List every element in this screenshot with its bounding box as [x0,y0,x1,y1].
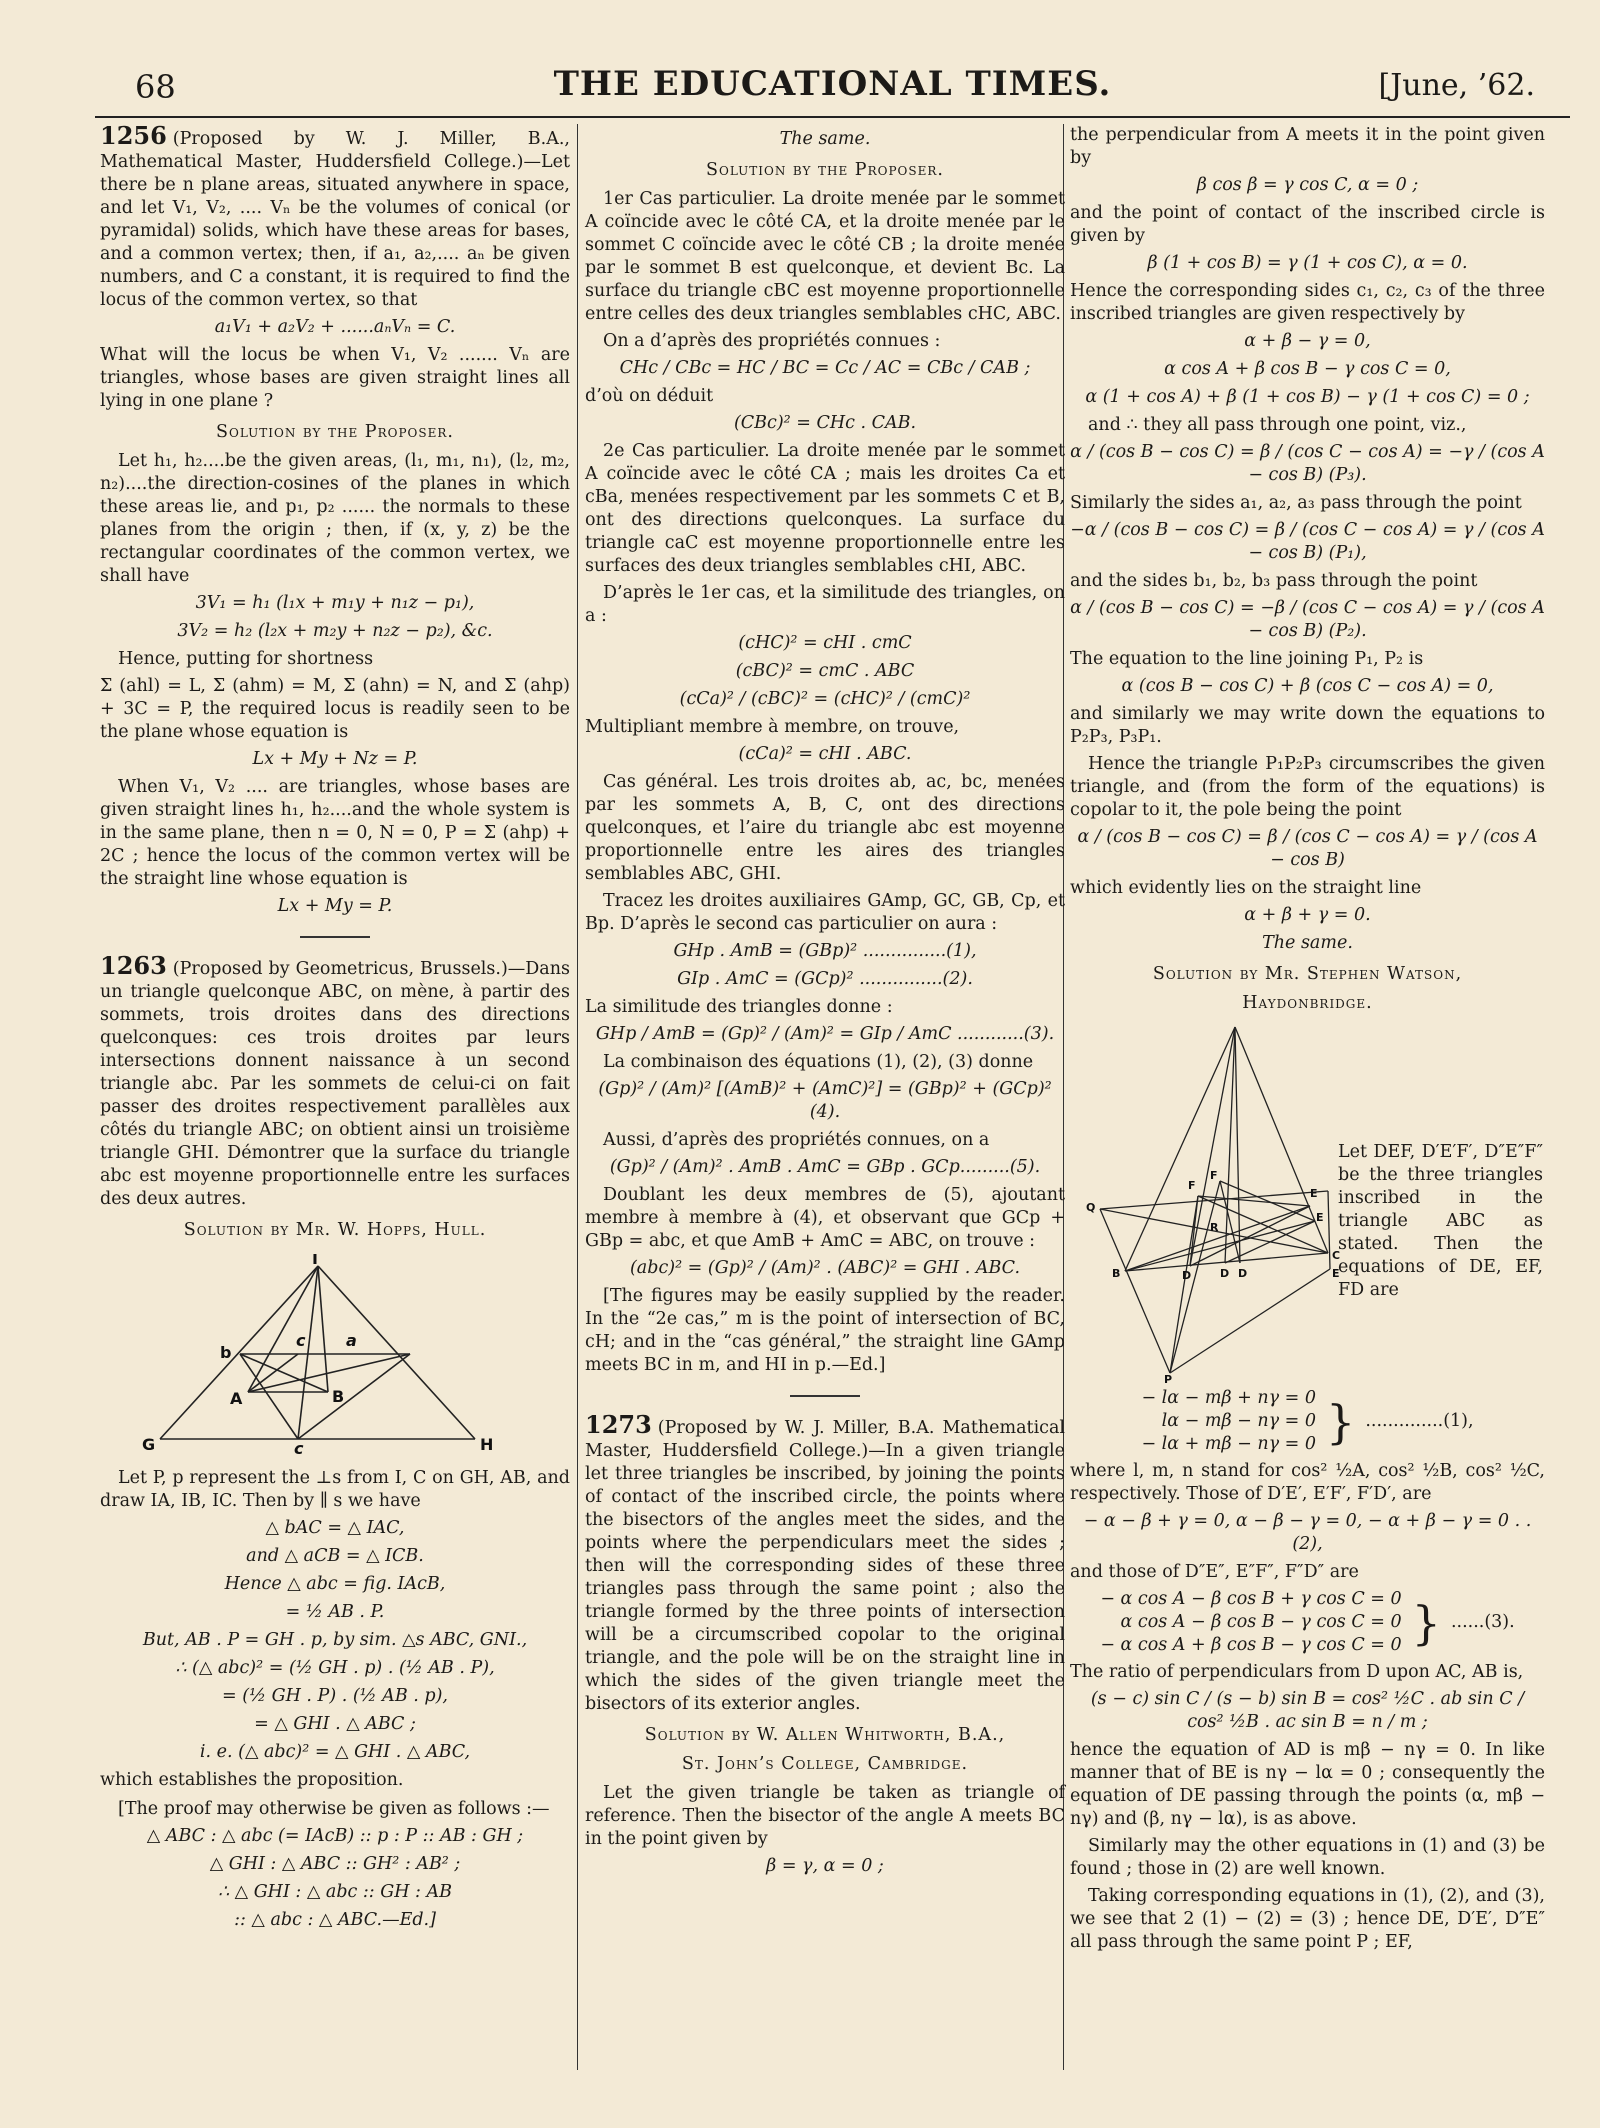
solution-heading: Solution by Mr. Stephen Watson, [1152,964,1463,984]
brace: } [1411,1595,1441,1650]
proof-line: △ GHI : △ ABC :: GH² : AB² ; [209,1854,461,1874]
paragraph: Let P, p represent the ⊥s from I, C on GH, AB, and draw IA, IB, IC. Then by ∥ s we have [100,1468,570,1511]
figure-label: R [1210,1221,1219,1234]
equation-number: ......(3). [1450,1612,1515,1632]
paragraph: 1er Cas particulier. La droite menée par le sommet A coïncide avec le côté CA, et la droite menée par le sommet C coïncide avec le côté CB ; la droite menée par le sommet B est quelconque, et devient Bc. La surface du triangle cBC est moyenne proportionnelle entre celles des deux triangles semblables cHC, ABC. [585,189,1065,324]
question-number: 1263 [100,951,167,980]
figure-label: c [296,1331,306,1350]
equation: Lx + My = P. [277,896,393,916]
paragraph: which establishes the proposition. [100,1770,404,1790]
figure-label: Q [1086,1201,1096,1214]
figure-caption-text: Let DEF, D′E′F′, D″E″F″ be the three triangles inscribed in the triangle ABC as stated. Then the equations of DE, EF, FD are [1338,1142,1543,1300]
figure-label: c [294,1439,304,1454]
proof-line: :: △ abc : △ ABC.—Ed.] [234,1910,436,1930]
paragraph: Tracez les droites auxiliaires GAmp, GC, GB, Cp, et Bp. D’après le second cas particulier on aura : [585,891,1065,934]
equation: (CBc)² = CHc . CAB. [733,413,917,433]
triangle-figure [100,1254,570,1454]
question-1273 [585,1410,1065,1716]
figure-label: E [1316,1211,1324,1224]
equation: GIp . AmC = (GCp)² ...............(2). [677,969,973,989]
paragraph: d’où on déduit [585,386,714,406]
column-2 [585,124,1065,1883]
figure-block [1070,1021,1545,1383]
proof-line: = △ GHI . △ ABC ; [254,1714,416,1734]
solution-heading: Solution by the Proposer. [706,160,944,180]
equation: −α / (cos B − cos C) = β / (cos C − cos A) = γ / (cos A − cos B) (P₁), [1070,520,1545,563]
paragraph: Similarly may the other equations in (1) and (3) be found ; those in (2) are well known. [1070,1836,1545,1879]
equation: α (1 + cos A) + β (1 + cos B) − γ (1 + cos C) = 0 ; [1085,387,1530,407]
equation-number: ..............(1), [1365,1411,1474,1431]
figure-label: I [312,1254,318,1268]
figure-label: H [480,1435,494,1454]
paragraph: Σ (ahl) = L, Σ (ahm) = M, Σ (ahn) = N, and Σ (ahp) + 3C = P, the required locus is readily seen to be the plane whose equation is [100,676,570,742]
equation: − α cos A + β cos B − γ cos C = 0 [1100,1635,1402,1655]
equation-group-1 [1070,1387,1545,1456]
question-text: (Proposed by Geometricus, Brussels.)—Dans un triangle quelconque ABC, on mène, à partir des sommets, trois droites dans des directions quelconques: ces trois droites par leurs intersections donnent naissance à un second triangle abc. Par les sommets de celui-ci on fait passer des droites respectivement parallèles aux côtés du triangle ABC; on obtient ainsi un troisième triangle GHI. Démontrer que la surface du triangle abc est moyenne proportionnelle entre les surfaces des deux autres. [100,959,570,1209]
equation: a₁V₁ + a₂V₂ + ......aₙVₙ = C. [214,317,456,337]
proof-line: ∴ △ GHI : △ abc :: GH : AB [217,1882,453,1902]
equation: (cCa)² / (cBC)² = (cHC)² / (cmC)² [679,689,971,709]
brace: } [1326,1394,1356,1449]
proof-line: i. e. (△ abc)² = △ GHI . △ ABC, [199,1742,471,1762]
equation: GHp / AmB = (Gp)² / (Am)² = GIp / AmC ............(3). [595,1024,1055,1044]
solution-heading: St. John’s College, Cambridge. [681,1754,969,1774]
equation: (s − c) sin C / (s − b) sin B = cos² ½C . ab sin C / cos² ½B . ac sin B = n / m ; [1090,1689,1525,1732]
paragraph: the perpendicular from A meets it in the point given by [1070,125,1545,168]
paragraph: Hence the corresponding sides c₁, c₂, c₃ of the three inscribed triangles are given respectively by [1070,281,1545,324]
equation-group-3 [1070,1588,1545,1657]
equation: 3V₁ = h₁ (l₁x + m₁y + n₁z − p₁), [195,593,475,613]
equation: − lα + mβ − nγ = 0 [1141,1434,1317,1454]
equation: (Gp)² / (Am)² . AmB . AmC = GBp . GCp.........(5). [609,1157,1041,1177]
paragraph: where l, m, n stand for cos² ½A, cos² ½B, cos² ½C, respectively. Those of D′E′, E′F′, F′D′, are [1070,1461,1545,1504]
figure-label: P [1164,1373,1173,1383]
figure-label: A [230,1389,243,1408]
paragraph: Cas général. Les trois droites ab, ac, bc, menées par les sommets A, B, C, ont des directions quelconques, et l’aire du triangle abc est moyenne proportionnelle entre les aires des triangles semblables ABC, GHI. [585,772,1065,884]
figure-label: C [1332,1249,1340,1262]
paragraph: 2e Cas particulier. La droite menée par le sommet A coïncide avec le côté CA ; mais les droites Ca et cBa, menées respectivement par les sommets C et B, ont des directions quelconques. La surface du triangle caC est moyenne proportionnelle entre les surfaces des deux triangles semblables cHI, ABC. [585,441,1065,576]
equation: β = γ, α = 0 ; [766,1856,884,1876]
paragraph: Multipliant membre à membre, on trouve, [585,717,960,737]
paragraph: and the point of contact of the inscribed circle is given by [1070,203,1545,246]
solution-heading: Solution by W. Allen Whitworth, B.A., [644,1725,1006,1745]
question-text: (Proposed by W. J. Miller, B.A. Mathematical Master, Huddersfield College.)—In a given triangle let three triangles be inscribed, by joining the points of contact of the inscribed circle, the points where the bisectors of the angles meet the sides, and the points where the perpendiculars meet the sides ; then will the corresponding sides of these three triangles pass through the same point ; also the triangle formed by the three points of intersection will be a circumscribed copolar to the original triangle, and the pole will be on the straight line in which the sides of the given triangle meet the bisectors of its exterior angles. [585,1418,1065,1714]
equation: CHc / CBc = HC / BC = Cc / AC = CBc / CAB ; [619,358,1031,378]
proof-line: △ ABC : △ abc (= IAcB) :: p : P :: AB : GH ; [146,1826,524,1846]
equation: α / (cos B − cos C) = β / (cos C − cos A) = γ / (cos A − cos B) [1077,827,1538,870]
paragraph: and similarly we may write down the equations to P₂P₃, P₃P₁. [1070,704,1545,747]
figure-label: G [142,1435,156,1454]
equation: (cBC)² = cmC . ABC [735,661,915,681]
paragraph: When V₁, V₂ .... are triangles, whose bases are given straight lines h₁, h₂....and the whole system is in the same plane, then n = 0, N = 0, P = Σ (ahp) + 2C ; hence the locus of the common vertex will be the straight line whose equation is [100,777,570,889]
figure-label: E [1332,1267,1340,1280]
paragraph: Doublant les deux membres de (5), ajoutant membre à membre à (4), et observant que GCp + GBp = abc, et que AmB + AmC = ABC, on trouve : [585,1185,1065,1251]
column-1 [100,121,570,1937]
equation: α (cos B − cos C) + β (cos C − cos A) = 0, [1121,676,1494,696]
proof-line: △ bAC = △ IAC, [265,1518,405,1538]
equation: β cos β = γ cos C, α = 0 ; [1196,175,1419,195]
paragraph: On a d’après des propriétés connues : [603,331,941,351]
paragraph: Let the given triangle be taken as triangle of reference. Then the bisector of the angle A meets BC in the point given by [585,1783,1065,1849]
solution-heading: Solution by Mr. W. Hopps, Hull. [183,1220,487,1240]
proof-line: = (½ GH . P) . (½ AB . p), [222,1686,448,1706]
equation: Lx + My + Nz = P. [252,749,418,769]
paragraph: Hence the triangle P₁P₂P₃ circumscribes the given triangle, and (from the form of the equations) is copolar to it, the pole being the point [1070,754,1545,820]
figure-label: b [220,1343,232,1362]
equation: (Gp)² / (Am)² [(AmB)² + (AmC)²] = (GBp)² + (GCp)² (4). [598,1079,1052,1122]
equation: α cos A − β cos B − γ cos C = 0 [1120,1612,1402,1632]
question-1256 [100,121,570,312]
equation: α + β − γ = 0, [1244,331,1371,351]
equation: − α cos A − β cos B + γ cos C = 0 [1100,1589,1402,1609]
equation: α / (cos B − cos C) = −β / (cos C − cos A) = γ / (cos A − cos B) (P₂). [1070,598,1545,641]
proof-line: But, AB . P = GH . p, by sim. △s ABC, GNI., [142,1630,528,1650]
paragraph: Taking corresponding equations in (1), (2), and (3), we see that 2 (1) − (2) = (3) ; hence DE, D′E′, D″E″ all pass through the same point P ; EF, [1070,1886,1545,1952]
equation: lα − mβ − nγ = 0 [1161,1411,1317,1431]
proof-line: = ½ AB . P. [285,1602,385,1622]
figure-label: E [1310,1187,1318,1200]
paragraph: The ratio of perpendiculars from D upon AC, AB is, [1070,1662,1524,1682]
paragraph: and those of D″E″, E″F″, F″D″ are [1070,1562,1359,1582]
figure-label: B [332,1387,345,1406]
editor-note: [The proof may otherwise be given as follows :— [118,1799,550,1819]
solution-heading: Solution by the Proposer. [216,422,454,442]
question-number: 1256 [100,121,167,150]
equation: α cos A + β cos B − γ cos C = 0, [1164,359,1451,379]
proof-line: and △ aCB = △ ICB. [246,1546,424,1566]
question-text: What will the locus be when V₁, V₂ ....... Vₙ are triangles, whose bases are given straight lines all lying in one plane ? [100,345,570,411]
proof-line: Hence △ abc = fig. IAcB, [224,1574,446,1594]
paragraph: Let h₁, h₂....be the given areas, (l₁, m₁, n₁), (l₂, m₂, n₂)....the direction-cosines of the planes in which these areas lie, and p₁, p₂ ...... the normals to these planes from the origin ; then, if (x, y, z) be the rectangular coordinates of the common vertex, we shall have [100,451,570,586]
paragraph: and ∴ they all pass through one point, viz., [1088,415,1467,435]
equation-stack [1141,1387,1316,1456]
paragraph: which evidently lies on the straight line [1070,878,1422,898]
paragraph: D’après le 1er cas, et la similitude des triangles, on a : [585,583,1065,626]
equation: − α − β + γ = 0, α − β − γ = 0, − α + β − γ = 0 . . (2), [1083,1511,1532,1554]
header-rule [95,116,1570,118]
figure-label: a [346,1331,357,1350]
equation: β (1 + cos B) = γ (1 + cos C), α = 0. [1147,253,1468,273]
column-3 [1070,124,1545,1958]
section-subtitle: The same. [1262,933,1353,953]
figure-label: D [1220,1267,1230,1280]
issue-date: [June, ’62. [1378,68,1535,103]
equation: (cHC)² = cHI . cmC [738,633,912,653]
figure-label: D [1182,1269,1192,1282]
proof-line: ∴ (△ abc)² = (½ GH . p) . (½ AB . P), [175,1658,495,1678]
journal-title: THE EDUCATIONAL TIMES. [553,64,1112,104]
section-rule [300,936,370,938]
editor-note: [The figures may be easily supplied by the reader. In the “2e cas,” m is the point of intersection of BC, cH; and in the “cas général,” the straight line GAmp meets BC in m, and HI in p.—Ed.] [585,1286,1065,1375]
paragraph: La similitude des triangles donne : [585,997,893,1017]
paragraph: Similarly the sides a₁, a₂, a₃ pass through the point [1070,493,1522,513]
column-divider [577,124,578,2070]
equation-stack [1100,1588,1401,1657]
equation: 3V₂ = h₂ (l₂x + m₂y + n₂z − p₂), &c. [177,621,493,641]
equation: α / (cos B − cos C) = β / (cos C − cos A) = −γ / (cos A − cos B) (P₃). [1070,442,1545,485]
paragraph: La combinaison des équations (1), (2), (3) donne [603,1052,1034,1072]
equation: (cCa)² = cHI . ABC. [738,744,912,764]
solution-heading: Haydonbridge. [1242,993,1373,1013]
paragraph: hence the equation of AD is mβ − nγ = 0. In like manner that of BE is nγ − lα = 0 ; consequently the equation of DE passing through the points (α, mβ − nγ) and (β, nγ − lα), is as above. [1070,1740,1545,1829]
inscribed-triangles-figure [1070,1021,1340,1383]
paragraph: Hence, putting for shortness [118,649,374,669]
section-rule [790,1395,860,1397]
figure-label: F [1210,1169,1218,1182]
equation: − lα − mβ + nγ = 0 [1141,1388,1317,1408]
figure-label: B [1112,1267,1121,1280]
question-text: (Proposed by W. J. Miller, B.A., Mathematical Master, Huddersfield College.)—Let there be n plane areas, situated anywhere in space, and let V₁, V₂, .... Vₙ be the volumes of conical (or pyramidal) solids, which have these areas for bases, and a common vertex; then, if a₁, a₂,.... aₙ be given numbers, and C a constant, it is required to find the locus of the common vertex, so that [100,129,570,310]
equation: α + β + γ = 0. [1244,905,1371,925]
figure-label: F [1188,1179,1196,1192]
equation: GHp . AmB = (GBp)² ...............(1), [673,941,977,961]
page-number: 68 [135,68,176,106]
paragraph: and the sides b₁, b₂, b₃ pass through the point [1070,571,1478,591]
question-1263 [100,951,570,1211]
paragraph: Aussi, d’après des propriétés connues, on a [603,1130,990,1150]
section-subtitle: The same. [779,129,871,149]
paragraph: The equation to the line joining P₁, P₂ is [1070,649,1424,669]
figure-label: D [1238,1267,1248,1280]
equation: (abc)² = (Gp)² / (Am)² . (ABC)² = GHI . ABC. [629,1258,1021,1278]
question-number: 1273 [585,1410,652,1439]
page-header [95,58,1570,120]
